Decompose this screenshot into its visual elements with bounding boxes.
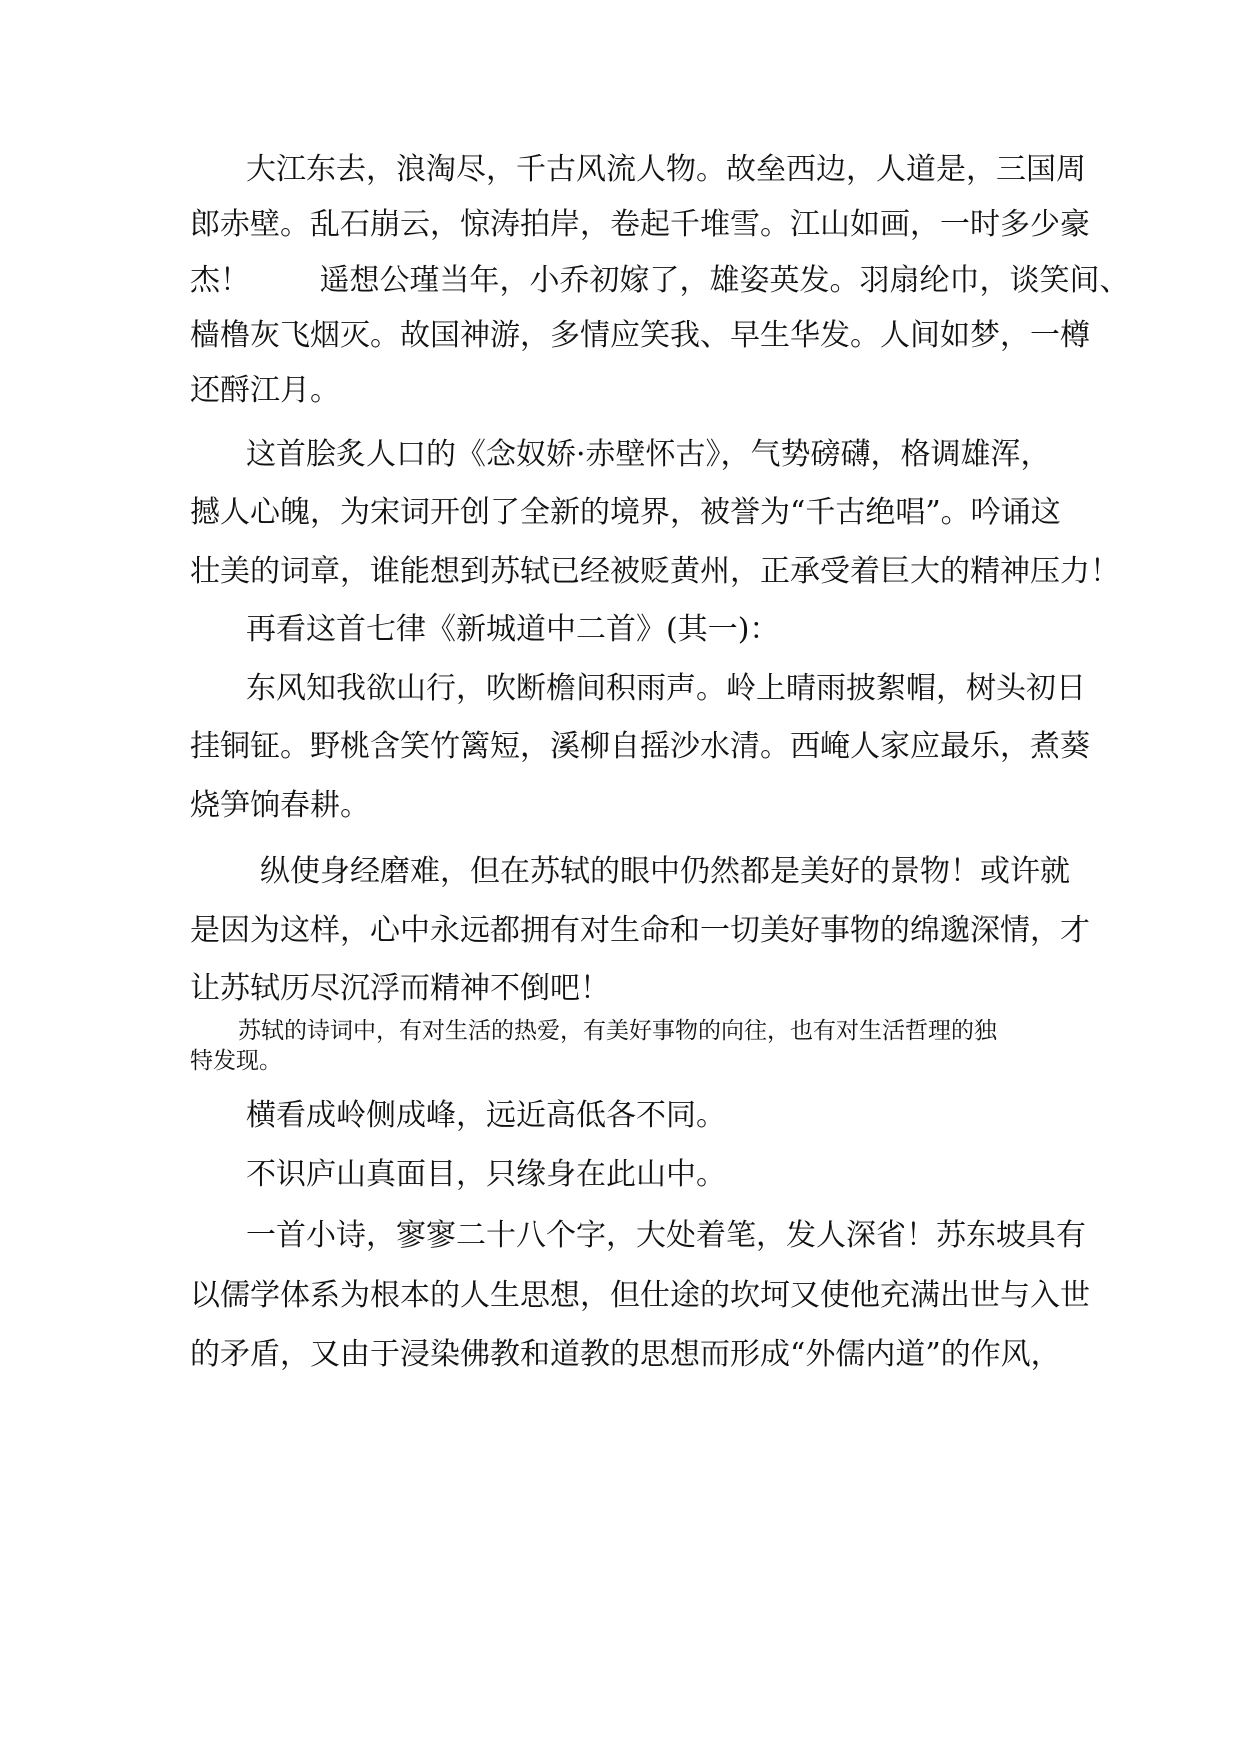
poem-line: 不识庐山真面目，只缘身在此山中。 <box>246 1157 726 1192</box>
poem-line-2: 郎赤壁。乱石崩云，惊涛拍岸，卷起千堆雪。江山如画，一时多少豪 <box>190 207 1090 242</box>
poem-line-1: 大江东去，浪淘尽，千古风流人物。故垒西边，人道是，三国周 <box>246 152 1086 187</box>
small-paragraph-line: 特发现。 <box>190 1048 282 1074</box>
poem-line-4: 樯橹灰飞烟灭。故国神游，多情应笑我、早生华发。人间如梦，一樽 <box>190 318 1090 353</box>
poem-line: 横看成岭侧成峰，远近高低各不同。 <box>246 1098 726 1133</box>
poem-line: 东风知我欲山行，吹断檐间积雨声。岭上晴雨披絮帽，树头初日 <box>246 671 1086 706</box>
paragraph-line: 这首脍炙人口的《念奴娇·赤壁怀古》，气势磅礴，格调雄浑， <box>246 437 1051 472</box>
paragraph-line: 纵使身经磨难，但在苏轼的眼中仍然都是美好的景物！或许就 <box>260 854 1070 889</box>
poem-line: 挂铜钲。野桃含笑竹篱短，溪柳自摇沙水清。西崦人家应最乐，煮葵 <box>190 729 1090 764</box>
paragraph-line: 让苏轼历尽沉浮而精神不倒吧！ <box>190 971 610 1006</box>
poem-line-3: 杰！ 遥想公瑾当年，小乔初嫁了，雄姿英发。羽扇纶巾，谈笑间、 <box>190 263 1130 298</box>
paragraph-line: 壮美的词章，谁能想到苏轼已经被贬黄州，正承受着巨大的精神压力！ <box>190 554 1120 589</box>
poem-line-5: 还酹江月。 <box>190 373 340 408</box>
paragraph-line: 再看这首七律《新城道中二首》(其一)： <box>246 612 780 647</box>
paragraph-line: 一首小诗，寥寥二十八个字，大处着笔，发人深省！苏东坡具有 <box>246 1218 1086 1253</box>
paragraph-line: 的矛盾，又由于浸染佛教和道教的思想而形成“外儒内道”的作风， <box>190 1337 1061 1372</box>
paragraph-line: 以儒学体系为根本的人生思想，但仕途的坎坷又使他充满出世与入世 <box>190 1278 1090 1313</box>
paragraph-line: 是因为这样，心中永远都拥有对生命和一切美好事物的绵邈深情，才 <box>190 913 1090 948</box>
small-paragraph-line: 苏轼的诗词中，有对生活的热爱，有美好事物的向往，也有对生活哲理的独 <box>238 1018 997 1044</box>
paragraph-line: 撼人心魄，为宋词开创了全新的境界，被誉为“千古绝唱”。吟诵这 <box>190 495 1061 530</box>
poem-line: 烧笋饷春耕。 <box>190 788 370 823</box>
